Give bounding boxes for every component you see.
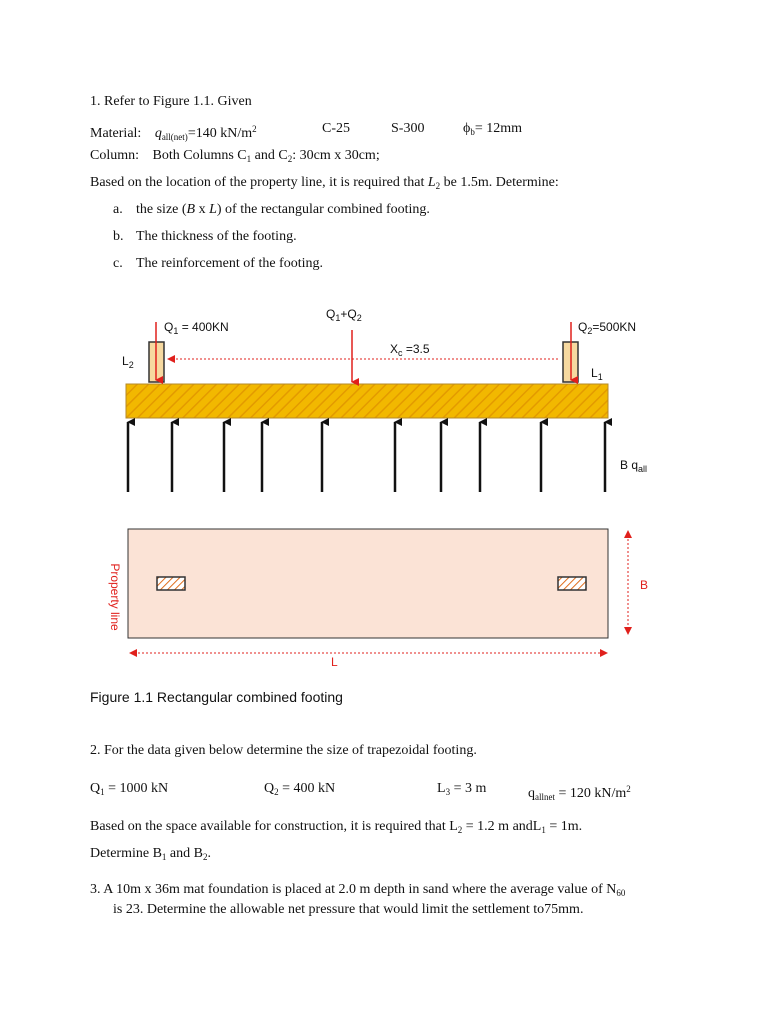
q2-q2-value [264,781,335,800]
bq-label [620,458,647,476]
qsum-plus: +Q [340,307,357,321]
q1-intro: 1. Refer to Figure 1.1. Given [90,94,252,109]
based-sub: 2 [435,181,441,191]
q2-load-label [578,320,636,338]
q2-l3-symbol: L [437,781,446,796]
based-L: L [427,175,436,190]
q1-item-b: The thickness of the footing. [136,229,297,244]
q1-load-sub: 1 [173,326,179,336]
based-a: Based on the location of the property line, it is required that [90,175,428,190]
l2-symbol: L [122,354,129,368]
q3-line1-text: 3. A 10m x 36m mat foundation is placed at 2.0 m depth in sand where the average value of N [90,882,617,897]
property-line-label: Property line [108,563,122,631]
column-2-plan [558,577,586,590]
material-label: Material: [90,126,142,141]
q2-det-sub2: 2 [202,852,208,862]
l2-label [122,354,134,372]
q2-det-a: Determine B [90,846,162,861]
qsum-sub2: 2 [356,313,362,323]
qsum-a: Q [326,307,336,321]
q1-load-symbol: Q [164,320,174,334]
q1-load-value: = 400KN [178,320,229,334]
q2-l3-sub: 3 [445,787,451,797]
q-exp: 2 [252,124,257,134]
q2-qa-text: = 120 kN/m [555,786,627,801]
q1-item-a-marker: a. [113,202,123,217]
q2-space-text: Based on the space available for construction, it is required that L [90,819,458,834]
item-a-l: L [209,202,217,217]
xc-label [390,342,430,360]
q2-det-mid: and B [166,846,203,861]
phi-symbol: ϕ [463,121,471,136]
qsum-sub1: 1 [335,313,341,323]
q-value: =140 kN/m [187,126,253,141]
q2-qa-sub: allnet [535,792,555,802]
xc-sub: c [398,348,403,358]
q1-item-b-marker: b. [113,229,124,244]
q2-q1-sub: 1 [100,787,105,797]
q2-load-value: =500KN [592,320,637,334]
footing-elevation [126,384,608,418]
q3-line-1 [90,882,625,901]
q2-space-end: = 1m. [545,819,583,834]
q2-q1-symbol: Q [90,781,101,796]
bq-sub: all [638,464,648,474]
column-text-a: Both Columns C [152,148,247,163]
q2-l3-value [437,781,486,800]
column-1-plan [157,577,185,590]
q2-determine-line [90,846,211,865]
q-sub: all(net) [161,132,188,142]
l2-sub: 2 [128,360,134,370]
q2-qa-exp: 2 [626,784,631,794]
q2-q2-symbol: Q [264,781,275,796]
q1-item-c: The reinforcement of the footing. [136,256,323,271]
item-a-text-a: the size ( [136,202,187,217]
q2-q2-sub: 2 [274,787,279,797]
figure-caption: Figure 1.1 Rectangular combined footing [90,689,343,705]
q2-qa-symbol: q [528,786,535,801]
soil-pressure-arrows [128,422,605,492]
q1-load-label [164,320,229,338]
q-symbol: q [154,126,162,141]
l1-sub: 1 [597,372,603,382]
q2-intro: 2. For the data given below determine the size of trapezoidal footing. [90,743,477,758]
column-sub2: 2 [287,154,293,164]
b-dimension-label: B [640,578,649,592]
phi-sub: b [470,127,475,137]
q2-det-sub1: 1 [161,852,167,862]
concrete-grade: C-25 [322,121,350,136]
q3-line1-sub: 60 [616,888,626,898]
xc-value: =3.5 [402,342,430,356]
column-text-b: and C [251,148,288,163]
column-sub1: 1 [246,154,252,164]
item-a-x: x [195,202,210,217]
q3-line-2: is 23. Determine the allowable net pressure that would limit the settlement to75mm. [113,902,584,917]
q2-space-line [90,819,582,838]
q2-space-mid: = 1.2 m andL [462,819,542,834]
xc-symbol: X [390,342,399,356]
q2-q1-value [90,781,168,800]
q2-load-sub: 2 [587,326,593,336]
bq-symbol: B q [620,458,639,472]
q2-space-sub2: 2 [457,825,463,835]
q2-q1-text: = 1000 kN [104,781,169,796]
l1-symbol: L [591,366,598,380]
q2-space-sub1: 1 [541,825,546,835]
column-label: Column: [90,148,140,163]
item-a-text-b: ) of the rectangular combined footing. [216,202,430,217]
q2-load-symbol: Q [578,320,588,334]
resultant-load-label [326,307,362,325]
q1-item-c-marker: c. [113,256,123,271]
column-text-c: : 30cm x 30cm; [292,148,380,163]
q2-l3-text: = 3 m [450,781,487,796]
q2-det-end: . [207,846,211,861]
l1-label [591,366,603,384]
item-a-b: B [186,202,196,217]
footing-plan [128,529,608,638]
steel-grade: S-300 [391,121,425,136]
based-b: be 1.5m. Determine: [440,175,559,190]
phi-value: = 12mm [474,121,523,136]
q2-q2-text: = 400 kN [278,781,336,796]
q2-qallnet-value [528,781,631,805]
l-dimension-label: L [331,655,338,669]
